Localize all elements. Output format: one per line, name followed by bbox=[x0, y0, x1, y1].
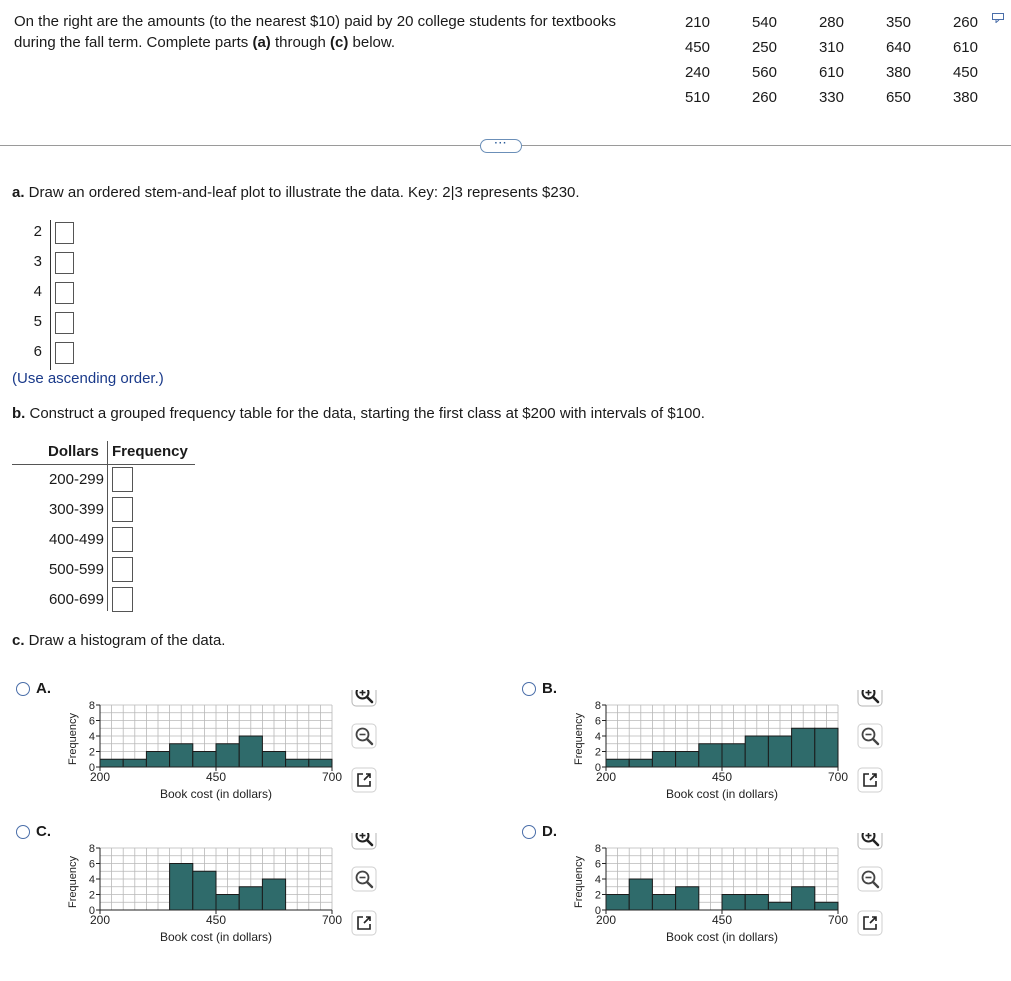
stem-separator bbox=[50, 220, 51, 250]
y-tick-label: 8 bbox=[594, 700, 601, 712]
data-row bbox=[666, 85, 978, 110]
frequency-input[interactable] bbox=[112, 587, 133, 612]
x-tick-label: 700 bbox=[321, 913, 343, 927]
more-button[interactable]: ··· bbox=[480, 139, 522, 153]
popout-chart-icon[interactable] bbox=[352, 768, 376, 792]
histogram-bar bbox=[123, 759, 146, 767]
frequency-input[interactable] bbox=[112, 497, 133, 522]
histogram-bar bbox=[792, 728, 815, 767]
data-row bbox=[666, 10, 978, 35]
data-row bbox=[666, 35, 978, 60]
histogram-svg bbox=[60, 833, 390, 958]
data-cell: 260 bbox=[751, 89, 777, 106]
part-c-prefix: c. bbox=[12, 632, 25, 649]
histogram-bar bbox=[722, 744, 745, 767]
leaf-input[interactable] bbox=[55, 282, 74, 304]
part-a-question bbox=[12, 184, 580, 201]
header-frequency: Frequency bbox=[112, 443, 188, 460]
popout-icon[interactable] bbox=[992, 13, 1004, 23]
histogram-bar bbox=[629, 879, 652, 910]
histogram-bar bbox=[699, 744, 722, 767]
zoom-in-icon[interactable] bbox=[858, 690, 882, 706]
frequency-input[interactable] bbox=[112, 467, 133, 492]
histogram-bar bbox=[262, 879, 285, 910]
histogram-bar bbox=[309, 759, 332, 767]
stem-separator bbox=[50, 310, 51, 340]
stem-row bbox=[14, 280, 94, 308]
y-tick-label: 2 bbox=[594, 889, 601, 902]
leaf-input[interactable] bbox=[55, 222, 74, 244]
popout-chart-icon[interactable] bbox=[858, 911, 882, 935]
histogram-bar bbox=[652, 895, 675, 911]
histogram-bar bbox=[815, 728, 838, 767]
histogram-bar bbox=[768, 736, 791, 767]
y-tick-label: 6 bbox=[594, 858, 601, 871]
intro-part-a: (a) bbox=[252, 34, 271, 51]
zoom-in-icon[interactable] bbox=[858, 833, 882, 849]
data-cell: 610 bbox=[818, 64, 844, 81]
histogram-bar bbox=[606, 759, 629, 767]
data-cell: 350 bbox=[885, 14, 911, 31]
data-cell: 650 bbox=[885, 89, 911, 106]
y-tick-label: 8 bbox=[594, 843, 601, 855]
option-d-radio[interactable] bbox=[522, 825, 536, 839]
zoom-out-icon[interactable] bbox=[858, 867, 882, 891]
frequency-input[interactable] bbox=[112, 527, 133, 552]
y-tick-label: 2 bbox=[88, 746, 95, 759]
zoom-out-icon[interactable] bbox=[352, 867, 376, 891]
chart-tools bbox=[858, 690, 882, 792]
data-cell: 560 bbox=[751, 64, 777, 81]
option-d-label[interactable]: D. bbox=[542, 823, 557, 840]
stem-separator bbox=[50, 250, 51, 280]
intro-mid: through bbox=[270, 34, 331, 51]
stem-value: 5 bbox=[33, 313, 42, 330]
stem-value: 4 bbox=[33, 283, 42, 300]
histogram-option-c bbox=[60, 833, 390, 962]
histogram-bar bbox=[652, 752, 675, 768]
x-tick-label: 200 bbox=[89, 913, 111, 927]
y-tick-label: 2 bbox=[594, 746, 601, 759]
histogram-bar bbox=[262, 752, 285, 768]
y-tick-label: 4 bbox=[88, 731, 95, 743]
histogram-bar bbox=[815, 902, 838, 910]
option-a-label[interactable]: A. bbox=[36, 680, 51, 697]
class-label: 300-399 bbox=[48, 501, 104, 518]
y-tick-label: 2 bbox=[88, 889, 95, 902]
x-axis-label: Book cost (in dollars) bbox=[159, 930, 273, 944]
part-b-question bbox=[12, 405, 705, 422]
data-cell: 330 bbox=[818, 89, 844, 106]
class-label: 600-699 bbox=[48, 591, 104, 608]
x-axis-label: Book cost (in dollars) bbox=[159, 787, 273, 801]
histogram-bar bbox=[286, 759, 309, 767]
histogram-bar bbox=[768, 902, 791, 910]
data-cell: 310 bbox=[818, 39, 844, 56]
y-tick-label: 0 bbox=[594, 905, 601, 917]
x-axis-label: Book cost (in dollars) bbox=[665, 930, 779, 944]
part-a-prefix: a. bbox=[12, 184, 25, 201]
data-cell: 380 bbox=[952, 89, 978, 106]
data-cell: 280 bbox=[818, 14, 844, 31]
histogram-svg bbox=[566, 833, 896, 958]
y-tick-label: 6 bbox=[88, 715, 95, 728]
stem-value: 6 bbox=[33, 343, 42, 360]
y-tick-label: 8 bbox=[88, 700, 95, 712]
popout-chart-icon[interactable] bbox=[858, 768, 882, 792]
intro-end: below. bbox=[348, 34, 396, 51]
histogram-bar bbox=[170, 744, 193, 767]
histogram-svg bbox=[60, 690, 390, 815]
class-label: 500-599 bbox=[48, 561, 104, 578]
part-b-prefix: b. bbox=[12, 405, 26, 422]
x-tick-label: 700 bbox=[321, 770, 343, 784]
class-label: 200-299 bbox=[48, 471, 104, 488]
intro-part-c: (c) bbox=[330, 34, 349, 51]
frequency-row bbox=[12, 467, 142, 497]
data-table bbox=[666, 10, 978, 110]
part-a-text: Draw an ordered stem-and-leaf plot to illustrate the data. Key: 2|3 represents $230. bbox=[24, 184, 580, 201]
popout-chart-icon[interactable] bbox=[352, 911, 376, 935]
zoom-in-icon[interactable] bbox=[352, 833, 376, 849]
data-row bbox=[666, 60, 978, 85]
histogram-bar bbox=[792, 887, 815, 910]
data-cell: 450 bbox=[952, 64, 978, 81]
histogram-bar bbox=[676, 887, 699, 910]
histogram-bar bbox=[745, 736, 768, 767]
histogram-bar bbox=[722, 895, 745, 911]
zoom-in-icon[interactable] bbox=[352, 690, 376, 706]
stem-row bbox=[14, 220, 94, 248]
histogram-bar bbox=[146, 752, 169, 768]
part-c-question bbox=[12, 632, 225, 649]
histogram-bar bbox=[745, 895, 768, 911]
leaf-input[interactable] bbox=[55, 252, 74, 274]
data-cell: 210 bbox=[684, 14, 710, 31]
part-b-text: Construct a grouped frequency table for the data, starting the first class at $200 with intervals of $100. bbox=[25, 405, 705, 422]
data-cell: 250 bbox=[751, 39, 777, 56]
data-cell: 510 bbox=[684, 89, 710, 106]
y-tick-label: 6 bbox=[594, 715, 601, 728]
zoom-out-icon[interactable] bbox=[858, 724, 882, 748]
histogram-bar bbox=[239, 736, 262, 767]
x-tick-label: 450 bbox=[205, 913, 227, 927]
x-tick-label: 450 bbox=[711, 770, 733, 784]
ascending-hint: (Use ascending order.) bbox=[12, 370, 164, 387]
stem-separator bbox=[50, 280, 51, 310]
chart-tools bbox=[352, 690, 376, 792]
x-tick-label: 450 bbox=[205, 770, 227, 784]
y-tick-label: 0 bbox=[88, 905, 95, 917]
histogram-bar bbox=[216, 895, 239, 911]
histogram-svg bbox=[566, 690, 896, 815]
option-b-label[interactable]: B. bbox=[542, 680, 557, 697]
stem-row bbox=[14, 310, 94, 338]
table-horizontal-rule bbox=[12, 464, 195, 465]
leaf-input[interactable] bbox=[55, 342, 74, 364]
stem-row bbox=[14, 340, 94, 368]
y-axis-label: Frequency bbox=[573, 713, 585, 765]
histogram-bar bbox=[606, 895, 629, 911]
histogram-option-a bbox=[60, 690, 390, 819]
x-tick-label: 200 bbox=[595, 770, 617, 784]
data-cell: 640 bbox=[885, 39, 911, 56]
intro-text bbox=[14, 11, 624, 53]
x-tick-label: 700 bbox=[827, 770, 849, 784]
x-tick-label: 700 bbox=[827, 913, 849, 927]
frequency-row bbox=[12, 527, 142, 557]
option-c-label[interactable]: C. bbox=[36, 823, 51, 840]
y-tick-label: 0 bbox=[594, 762, 601, 774]
part-c-text: Draw a histogram of the data. bbox=[24, 632, 226, 649]
frequency-input[interactable] bbox=[112, 557, 133, 582]
histogram-bar bbox=[629, 759, 652, 767]
header-dollars: Dollars bbox=[48, 443, 99, 460]
x-tick-label: 200 bbox=[89, 770, 111, 784]
chart-tools bbox=[352, 833, 376, 935]
y-tick-label: 0 bbox=[88, 762, 95, 774]
x-tick-label: 200 bbox=[595, 913, 617, 927]
intro-part1: On the right are the amounts (to the nearest $10) paid by 20 college students for textbooks during the fall term. Complete parts bbox=[14, 13, 617, 51]
stem-separator bbox=[50, 340, 51, 370]
option-c-radio[interactable] bbox=[16, 825, 30, 839]
stem-value: 2 bbox=[33, 223, 42, 240]
class-label: 400-499 bbox=[48, 531, 104, 548]
frequency-row bbox=[12, 497, 142, 527]
histogram-bar bbox=[193, 871, 216, 910]
frequency-row bbox=[12, 557, 142, 587]
stem-value: 3 bbox=[33, 253, 42, 270]
histogram-bar bbox=[170, 864, 193, 911]
data-cell: 260 bbox=[952, 14, 978, 31]
histogram-bar bbox=[239, 887, 262, 910]
zoom-out-icon[interactable] bbox=[352, 724, 376, 748]
option-a-radio[interactable] bbox=[16, 682, 30, 696]
data-cell: 540 bbox=[751, 14, 777, 31]
y-tick-label: 4 bbox=[594, 731, 601, 743]
histogram-bar bbox=[193, 752, 216, 768]
histogram-bar bbox=[216, 744, 239, 767]
y-tick-label: 4 bbox=[88, 874, 95, 886]
x-axis-label: Book cost (in dollars) bbox=[665, 787, 779, 801]
stem-row bbox=[14, 250, 94, 278]
histogram-option-b bbox=[566, 690, 896, 819]
data-cell: 240 bbox=[684, 64, 710, 81]
y-axis-label: Frequency bbox=[573, 856, 585, 908]
histogram-bar bbox=[676, 752, 699, 768]
option-b-radio[interactable] bbox=[522, 682, 536, 696]
y-tick-label: 4 bbox=[594, 874, 601, 886]
chart-tools bbox=[858, 833, 882, 935]
data-cell: 380 bbox=[885, 64, 911, 81]
data-cell: 610 bbox=[952, 39, 978, 56]
histogram-option-d bbox=[566, 833, 896, 962]
leaf-input[interactable] bbox=[55, 312, 74, 334]
y-axis-label: Frequency bbox=[67, 713, 79, 765]
y-tick-label: 8 bbox=[88, 843, 95, 855]
x-tick-label: 450 bbox=[711, 913, 733, 927]
y-axis-label: Frequency bbox=[67, 856, 79, 908]
y-tick-label: 6 bbox=[88, 858, 95, 871]
data-cell: 450 bbox=[684, 39, 710, 56]
frequency-row bbox=[12, 587, 142, 617]
histogram-bar bbox=[100, 759, 123, 767]
